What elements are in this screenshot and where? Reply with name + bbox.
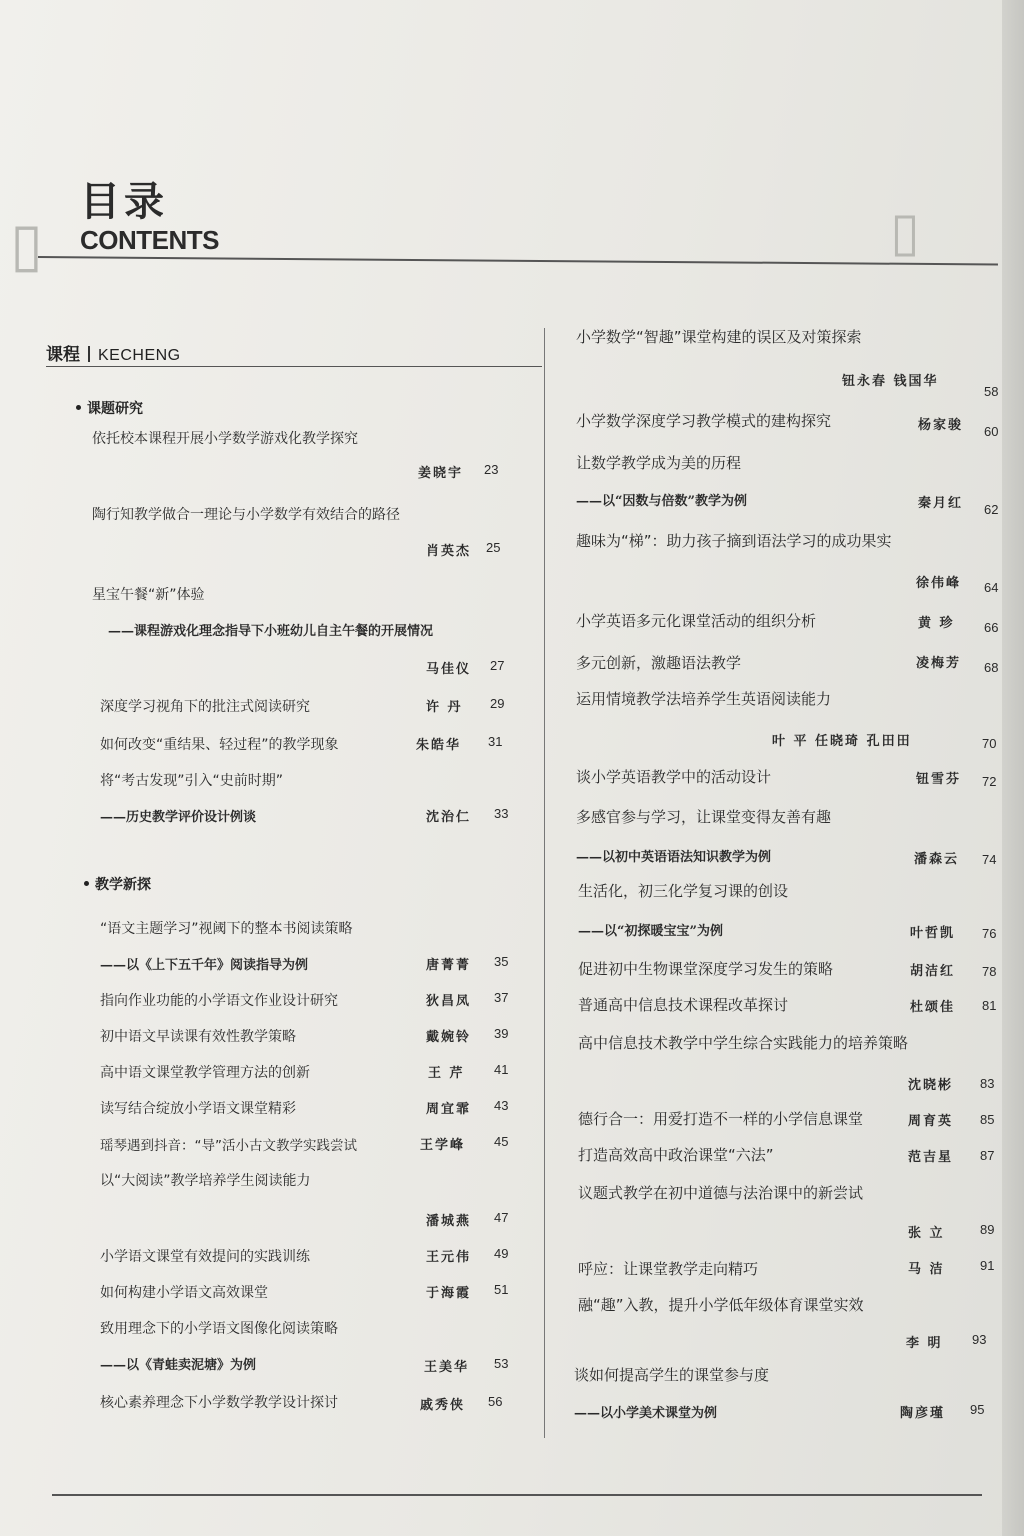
toc-page: 35 [494, 954, 509, 969]
toc-title[interactable]: 如何改变“重结果、轻过程”的教学现象 [100, 737, 339, 753]
toc-page: 47 [494, 1210, 509, 1225]
toc-page: 62 [984, 502, 999, 517]
toc-page: 93 [972, 1332, 987, 1347]
toc-title[interactable]: 高中语文课堂教学管理方法的创新 [100, 1065, 310, 1081]
toc-title[interactable]: 生活化，初三化学复习课的创设 [578, 882, 789, 900]
toc-page: 37 [494, 990, 509, 1005]
category-heading [76, 398, 143, 418]
toc-page: 43 [494, 1098, 509, 1113]
toc-page: 41 [494, 1062, 509, 1077]
toc-title[interactable]: 高中信息技术教学中学生综合实践能力的培养策略 [578, 1034, 909, 1052]
toc-title[interactable]: 呼应：让课堂教学走向精巧 [578, 1260, 759, 1278]
toc-author: 周宜霏 [426, 1102, 472, 1117]
toc-page: 95 [970, 1402, 985, 1417]
toc-title[interactable]: 促进初中生物课堂深度学习发生的策略 [578, 960, 834, 978]
toc-author: 戚秀侠 [420, 1398, 466, 1413]
toc-author: 凌梅芳 [916, 656, 962, 671]
toc-page: 45 [494, 1134, 509, 1149]
toc-author: 周育英 [908, 1114, 954, 1129]
toc-title[interactable]: 谈如何提高学生的课堂参与度 [574, 1366, 770, 1384]
toc-page: 33 [494, 806, 509, 821]
toc-page: 83 [980, 1076, 995, 1091]
toc-title[interactable]: 融“趣”入教，提升小学低年级体育课堂实效 [578, 1296, 864, 1314]
toc-title[interactable]: 小学语文课堂有效提问的实践训练 [100, 1249, 310, 1265]
toc-author: 杜颂佳 [910, 1000, 956, 1015]
toc-subtitle: ——以《青蛙卖泥塘》为例 [100, 1358, 257, 1373]
page-title: 目录 [80, 179, 168, 225]
footer-rule [52, 1494, 982, 1496]
toc-title[interactable]: 指向作业功能的小学语文作业设计研究 [100, 993, 338, 1009]
section-separator [88, 346, 90, 362]
toc-page: 72 [982, 774, 997, 789]
toc-author: 张 立 [908, 1226, 945, 1241]
toc-title[interactable]: 趣味为“梯”：助力孩子摘到语法学习的成功果实 [576, 532, 892, 550]
toc-title[interactable]: 陶行知教学做合一理论与小学数学有效结合的路径 [92, 507, 400, 523]
page-subtitle: CONTENTS [80, 225, 219, 255]
toc-title[interactable]: 多感官参与学习，让课堂变得友善有趣 [576, 808, 832, 826]
toc-title[interactable]: 德行合一：用爱打造不一样的小学信息课堂 [578, 1110, 864, 1128]
toc-page: 60 [984, 424, 999, 439]
toc-author: 姜晓宇 [418, 466, 464, 481]
section-title-en: KECHENG [98, 347, 181, 364]
toc-author: 朱皓华 [416, 738, 462, 753]
toc-page: 85 [980, 1112, 995, 1127]
toc-title[interactable]: 依托校本课程开展小学数学游戏化教学探究 [92, 431, 358, 447]
bullet-icon [76, 405, 81, 410]
toc-page: 58 [984, 384, 999, 399]
section-tab [46, 340, 181, 365]
toc-author: 于海霞 [426, 1286, 472, 1301]
toc-title[interactable]: 深度学习视角下的批注式阅读研究 [100, 699, 310, 715]
toc-subtitle: ——以“初探暖宝宝”为例 [578, 924, 723, 939]
toc-page: 89 [980, 1222, 995, 1237]
section-title-cn: 课程 [46, 345, 80, 365]
toc-author: 许 丹 [426, 700, 463, 715]
toc-author: 潘森云 [914, 852, 960, 867]
toc-author: 钮雪芬 [916, 772, 962, 787]
toc-author: 叶哲凯 [910, 926, 956, 941]
toc-title[interactable]: 小学英语多元化课堂活动的组织分析 [576, 612, 817, 630]
toc-title[interactable]: 多元创新，激趣语法教学 [576, 654, 742, 672]
toc-subtitle: ——课程游戏化理念指导下小班幼儿自主午餐的开展情况 [108, 624, 434, 639]
toc-author: 肖英杰 [426, 544, 472, 559]
toc-page: 66 [984, 620, 999, 635]
category-label: 教学新探 [95, 877, 151, 893]
toc-title[interactable]: 将“考古发现”引入“史前时期” [100, 773, 284, 789]
toc-title[interactable]: 小学数学深度学习教学模式的建构探究 [576, 412, 832, 430]
toc-subtitle: ——以《上下五千年》阅读指导为例 [100, 958, 309, 973]
toc-author: 唐菁菁 [426, 958, 472, 973]
toc-page: 53 [494, 1356, 509, 1371]
toc-title[interactable]: “语文主题学习”视阈下的整本书阅读策略 [100, 921, 353, 937]
toc-author: 叶 平 任晓琦 孔田田 [772, 734, 912, 749]
contents-header [80, 170, 219, 256]
toc-page: 87 [980, 1148, 995, 1163]
toc-author: 马 洁 [908, 1262, 945, 1277]
category-heading [84, 874, 151, 894]
toc-title[interactable]: 致用理念下的小学语文图像化阅读策略 [100, 1321, 338, 1337]
toc-author: 杨家骏 [918, 418, 964, 433]
toc-author: 王学峰 [420, 1138, 466, 1153]
toc-page: 25 [486, 540, 501, 555]
toc-author: 沈晓彬 [908, 1078, 954, 1093]
toc-title[interactable]: 小学数学“智趣”课堂构建的误区及对策探索 [576, 328, 862, 346]
toc-page: 68 [984, 660, 999, 675]
toc-author: 胡洁红 [910, 964, 956, 979]
toc-page: 81 [982, 998, 997, 1013]
toc-title[interactable]: 普通高中信息技术课程改革探讨 [578, 996, 789, 1014]
toc-title[interactable]: 核心素养理念下小学数学教学设计探讨 [100, 1395, 338, 1411]
bleed-through-mark: ▯ [890, 200, 920, 263]
toc-title[interactable]: 议题式教学在初中道德与法治课中的新尝试 [578, 1184, 864, 1202]
toc-author: 陶彦瑾 [900, 1406, 946, 1421]
category-label: 课题研究 [87, 401, 143, 417]
toc-page: 74 [982, 852, 997, 867]
toc-page: 39 [494, 1026, 509, 1041]
toc-author: 狄昌凤 [426, 994, 472, 1009]
toc-author: 沈治仁 [426, 810, 472, 825]
toc-page: 64 [984, 580, 999, 595]
bleed-through-mark: ▯ [10, 210, 44, 280]
toc-title[interactable]: 如何构建小学语文高效课堂 [100, 1285, 268, 1301]
toc-title[interactable]: 读写结合绽放小学语文课堂精彩 [100, 1101, 296, 1117]
toc-title[interactable]: 打造高效高中政治课堂“六法” [578, 1146, 774, 1164]
toc-title[interactable]: 运用情境教学法培养学生英语阅读能力 [576, 690, 832, 708]
toc-title[interactable]: 让数学教学成为美的历程 [576, 454, 742, 472]
toc-author: 马佳仪 [426, 662, 472, 677]
toc-title[interactable]: 初中语文早读课有效性教学策略 [100, 1029, 296, 1045]
toc-subtitle: ——以初中英语语法知识教学为例 [576, 850, 772, 865]
toc-author: 徐伟峰 [916, 576, 962, 591]
toc-subtitle: ——历史教学评价设计例谈 [100, 810, 257, 825]
toc-title[interactable]: 瑶琴遇到抖音：“导”活小古文教学实践尝试 [100, 1138, 357, 1154]
toc-author: 王元伟 [426, 1250, 472, 1265]
toc-author: 王美华 [424, 1360, 470, 1375]
toc-author: 潘城燕 [426, 1214, 472, 1229]
toc-author: 王 芹 [428, 1066, 465, 1081]
bullet-icon [84, 881, 89, 886]
toc-author: 范吉星 [908, 1150, 954, 1165]
toc-page: 91 [980, 1258, 995, 1273]
toc-subtitle: ——以小学美术课堂为例 [574, 1406, 718, 1421]
toc-page: 78 [982, 964, 997, 979]
toc-page: 56 [488, 1394, 503, 1409]
toc-page: 29 [490, 696, 505, 711]
toc-page: 49 [494, 1246, 509, 1261]
toc-title[interactable]: 谈小学英语教学中的活动设计 [576, 768, 772, 786]
toc-author: 戴婉铃 [426, 1030, 472, 1045]
toc-subtitle: ——以“因数与倍数”教学为例 [576, 494, 747, 509]
toc-page: 70 [982, 736, 997, 751]
toc-title[interactable]: 以“大阅读”教学培养学生阅读能力 [100, 1173, 311, 1189]
next-page-edge [1002, 0, 1024, 1536]
toc-page: 51 [494, 1282, 509, 1297]
toc-page: 31 [488, 734, 503, 749]
toc-page: 27 [490, 658, 505, 673]
toc-page: 76 [982, 926, 997, 941]
toc-page: 23 [484, 462, 499, 477]
toc-title[interactable]: 星宝午餐“新”体验 [92, 587, 205, 603]
toc-author: 李 明 [906, 1336, 943, 1351]
toc-author: 秦月红 [918, 496, 964, 511]
section-rule [46, 366, 542, 367]
column-divider [544, 328, 545, 1438]
toc-author: 钮永春 钱国华 [842, 374, 939, 389]
toc-author: 黄 珍 [918, 616, 955, 631]
